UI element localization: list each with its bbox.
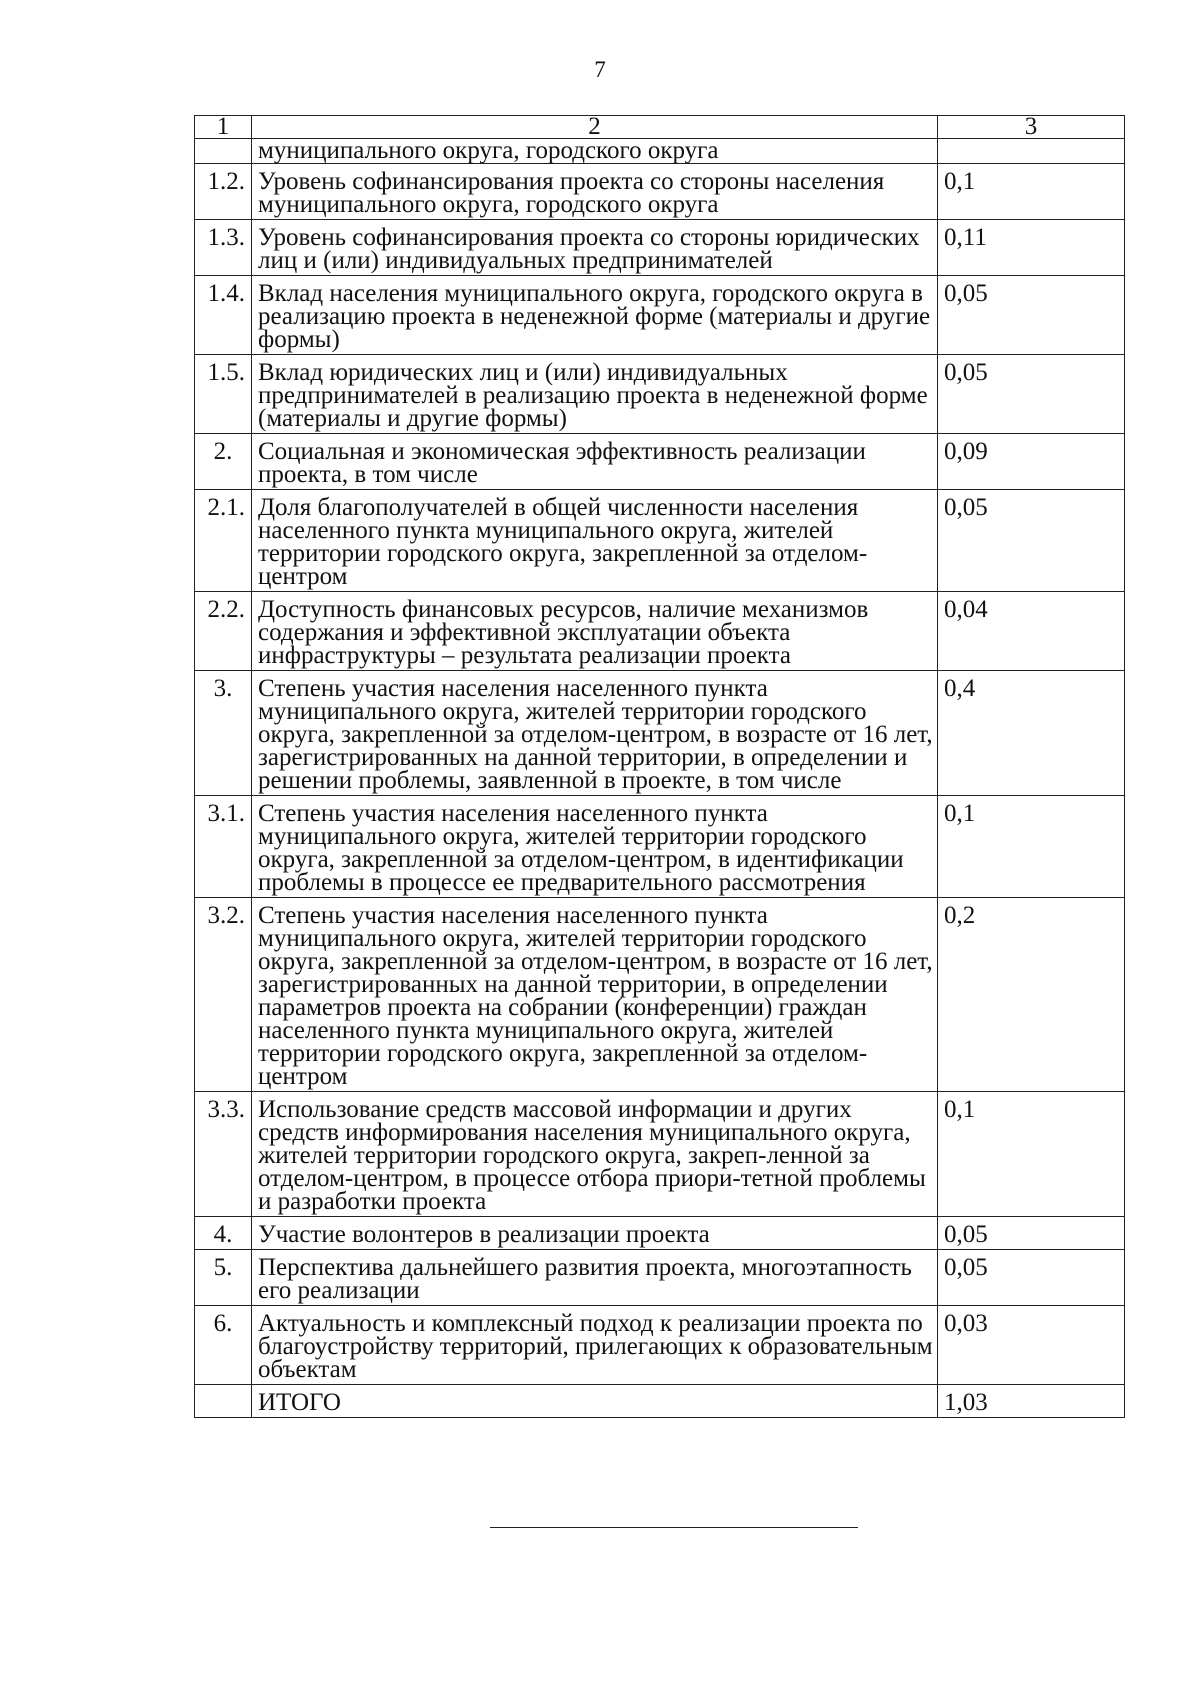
table-total-row xyxy=(195,1385,1125,1418)
end-of-document-rule xyxy=(490,1527,858,1528)
row-value: 0,4 xyxy=(938,671,1125,796)
table-row xyxy=(195,1092,1125,1217)
table-row xyxy=(195,490,1125,592)
row-criterion: Уровень софинансирования проекта со стороны юридических лиц и (или) индивидуальных предпринимателей xyxy=(252,220,938,276)
table-row xyxy=(195,139,1125,164)
row-number: 5. xyxy=(195,1250,252,1306)
row-criterion: Доступность финансовых ресурсов, наличие механизмов содержания и эффективной эксплуатации объекта инфраструктуры – результата реализации проекта xyxy=(252,592,938,671)
table-row xyxy=(195,220,1125,276)
row-criterion: Социальная и экономическая эффективность реализации проекта, в том числе xyxy=(252,434,938,490)
row-value: 0,1 xyxy=(938,1092,1125,1217)
row-criterion: Степень участия населения населенного пункта муниципального округа, жителей территории городского округа, закрепленной за отделом-центром, в возрасте от 16 лет, зарегистрированных на данной территории, в определении параметров проекта на собрании (конференции) граждан населенного пункта муниципального округа, жителей территории городского округа, закрепленной за отделом-центром xyxy=(252,898,938,1092)
row-value: 0,09 xyxy=(938,434,1125,490)
row-value: 0,05 xyxy=(938,490,1125,592)
table-row xyxy=(195,1217,1125,1250)
row-criterion: Участие волонтеров в реализации проекта xyxy=(252,1217,938,1250)
row-value: 0,11 xyxy=(938,220,1125,276)
row-criterion: Использование средств массовой информации и других средств информирования населения муниципального округа, жителей территории городского округа, закреп-ленной за отделом-центром, в процессе отбора приори-тетной проблемы и разработки проекта xyxy=(252,1092,938,1217)
criteria-table xyxy=(194,115,1125,1418)
table-row xyxy=(195,1306,1125,1385)
row-value: 0,04 xyxy=(938,592,1125,671)
row-number: 1.4. xyxy=(195,276,252,355)
row-number: 2. xyxy=(195,434,252,490)
row-number: 2.2. xyxy=(195,592,252,671)
row-criterion: Степень участия населения населенного пункта муниципального округа, жителей территории городского округа, закрепленной за отделом-центром, в возрасте от 16 лет, зарегистрированных на данной территории, в определении и решении проблемы, заявленной в проекте, в том числе xyxy=(252,671,938,796)
row-value: 0,05 xyxy=(938,355,1125,434)
column-header: 2 xyxy=(252,116,938,139)
table-row xyxy=(195,276,1125,355)
total-label: ИТОГО xyxy=(252,1385,938,1418)
column-header: 1 xyxy=(195,116,252,139)
row-value: 0,2 xyxy=(938,898,1125,1092)
table-row xyxy=(195,164,1125,220)
row-criterion: Уровень софинансирования проекта со стороны населения муниципального округа, городского округа xyxy=(252,164,938,220)
row-number xyxy=(195,139,252,164)
column-header: 3 xyxy=(938,116,1125,139)
row-number xyxy=(195,1385,252,1418)
row-criterion: Перспектива дальнейшего развития проекта, многоэтапность его реализации xyxy=(252,1250,938,1306)
row-number: 3.1. xyxy=(195,796,252,898)
row-value: 0,05 xyxy=(938,1217,1125,1250)
row-value: 0,05 xyxy=(938,1250,1125,1306)
total-value: 1,03 xyxy=(938,1385,1125,1418)
row-criterion: муниципального округа, городского округа xyxy=(252,139,938,164)
page-number: 7 xyxy=(594,57,606,82)
row-number: 3.2. xyxy=(195,898,252,1092)
table-row xyxy=(195,898,1125,1092)
row-number: 6. xyxy=(195,1306,252,1385)
table-header-row xyxy=(195,116,1125,139)
row-number: 4. xyxy=(195,1217,252,1250)
table-row xyxy=(195,355,1125,434)
row-number: 1.5. xyxy=(195,355,252,434)
row-criterion: Доля благополучателей в общей численности населения населенного пункта муниципального округа, жителей территории городского округа, закрепленной за отделом-центром xyxy=(252,490,938,592)
row-criterion: Вклад населения муниципального округа, городского округа в реализацию проекта в неденежной форме (материалы и другие формы) xyxy=(252,276,938,355)
row-criterion: Степень участия населения населенного пункта муниципального округа, жителей территории городского округа, закрепленной за отделом-центром, в идентификации проблемы в процессе ее предварительного рассмотрения xyxy=(252,796,938,898)
table-row xyxy=(195,671,1125,796)
row-value: 0,1 xyxy=(938,164,1125,220)
table-row xyxy=(195,796,1125,898)
row-criterion: Вклад юридических лиц и (или) индивидуальных предпринимателей в реализацию проекта в неденежной форме (материалы и другие формы) xyxy=(252,355,938,434)
table-row xyxy=(195,592,1125,671)
row-value: 0,05 xyxy=(938,276,1125,355)
row-number: 1.3. xyxy=(195,220,252,276)
row-number: 3.3. xyxy=(195,1092,252,1217)
row-value: 0,03 xyxy=(938,1306,1125,1385)
row-number: 1.2. xyxy=(195,164,252,220)
row-number: 2.1. xyxy=(195,490,252,592)
table-row xyxy=(195,1250,1125,1306)
table-row xyxy=(195,434,1125,490)
row-criterion: Актуальность и комплексный подход к реализации проекта по благоустройству территорий, прилегающих к образовательным объектам xyxy=(252,1306,938,1385)
row-value: 0,1 xyxy=(938,796,1125,898)
row-value xyxy=(938,139,1125,164)
row-number: 3. xyxy=(195,671,252,796)
